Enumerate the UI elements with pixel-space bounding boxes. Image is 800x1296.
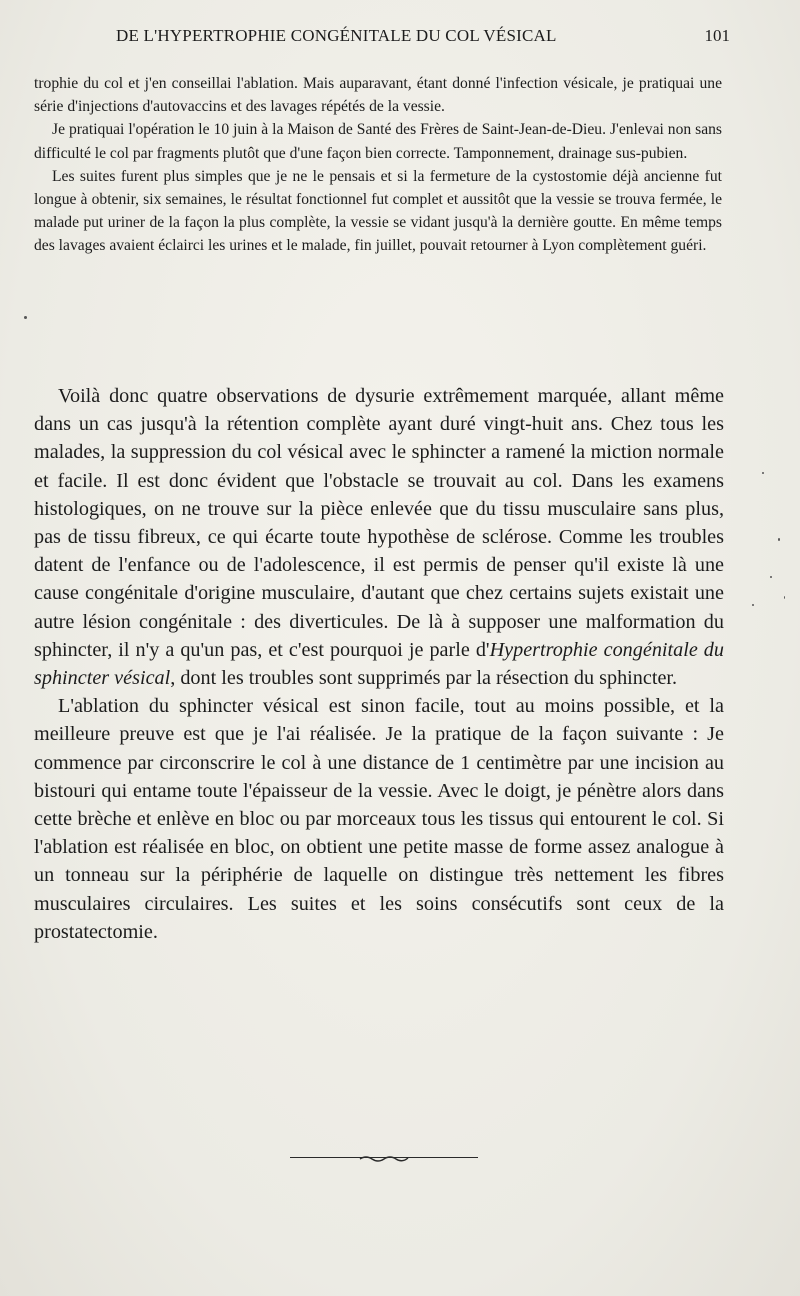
main-paragraph-1-end: , dont les troubles sont supprimés par la résection du sphincter.	[170, 667, 678, 690]
print-speck	[752, 604, 754, 606]
small-paragraph-3: Les suites furent plus simples que je ne le pensais et si la fermeture de la cystostomie déjà ancienne fut longue à obtenir, six semaines, le résultat fonctionnel fut complet et aussitôt que la vessie se trouva fermée, le malade put uriner de la façon la plus complète, la vessie se vidant jusqu'à la dernière goutte. En même temps des lavages avaient éclairci les urines et le malade, fin juillet, pouvait retourner à Lyon complètement guéri.	[34, 167, 722, 255]
small-paragraph-1: trophie du col et j'en conseillai l'ablation. Mais auparavant, étant donné l'infection vésicale, je pratiquai une série d'injections d'autovaccins et des lavages répétés de la vessie.	[34, 75, 722, 116]
main-paragraph-1-text: Voilà donc quatre observations de dysurie extrêmement marquée, allant même dans un cas jusqu'à la rétention complète ayant duré vingt-huit ans. Chez tous les malades, la suppression du col vésical avec le sphincter a ramené la miction normale et facile. Il est donc évident que l'obstacle se trouvait au col. Dans les examens histologiques, on ne trouve sur la pièce enlevée que du tissu musculaire sans plus, pas de tissu fibreux, ce qui écarte toute hypothèse de sclérose. Comme les troubles datent de l'enfance ou de l'adolescence, il est permis de penser qu'il existe là une cause congénitale d'origine musculaire, d'autant que chez certains sujets existait une autre lésion congénitale : des diverticules. De là à supposer une malformation du sphincter, il n'y a qu'un pas, et c'est pourquoi je parle d'	[34, 385, 724, 661]
small-paragraph-2: Je pratiquai l'opération le 10 juin à la Maison de Santé des Frères de Saint-Jean-de-Dieu. J'enlevai non sans difficulté le col par fragments plutôt que d'une façon bien correcte. Tamponnement, drainage sus-pubien.	[34, 121, 722, 162]
running-head	[110, 26, 730, 50]
print-speck	[784, 596, 785, 599]
case-report-continuation	[34, 72, 722, 258]
italic-title-phrase: Hypertrophie congénitale du sphincter vésical	[34, 638, 724, 690]
page-number: 101	[704, 26, 730, 45]
print-speck	[778, 538, 780, 541]
running-title: DE L'HYPERTROPHIE CONGÉNITALE DU COL VÉSICAL	[116, 26, 557, 45]
main-paragraph-1	[34, 382, 724, 692]
print-speck	[770, 576, 772, 578]
end-flourish-ornament	[358, 1153, 410, 1163]
print-speck	[762, 472, 764, 474]
main-discussion	[34, 382, 724, 946]
print-speck	[24, 316, 27, 319]
main-paragraph-2: L'ablation du sphincter vésical est sinon facile, tout au moins possible, et la meilleure preuve est que je l'ai réalisée. Je la pratique de la façon suivante : Je commence par circonscrire le col à une distance de 1 centimètre par une incision au bistouri qui entame toute l'épaisseur de la vessie. Avec le doigt, je pénètre alors dans cette brèche et enlève en bloc ou par morceaux tous les tissus qui entourent le col. Si l'ablation est réalisée en bloc, on obtient une petite masse de forme assez analogue à un tonneau sur la périphérie de laquelle on distingue très nettement les fibres musculaires circulaires. Les suites et les soins consécutifs sont ceux de la prostatectomie.	[34, 695, 724, 943]
